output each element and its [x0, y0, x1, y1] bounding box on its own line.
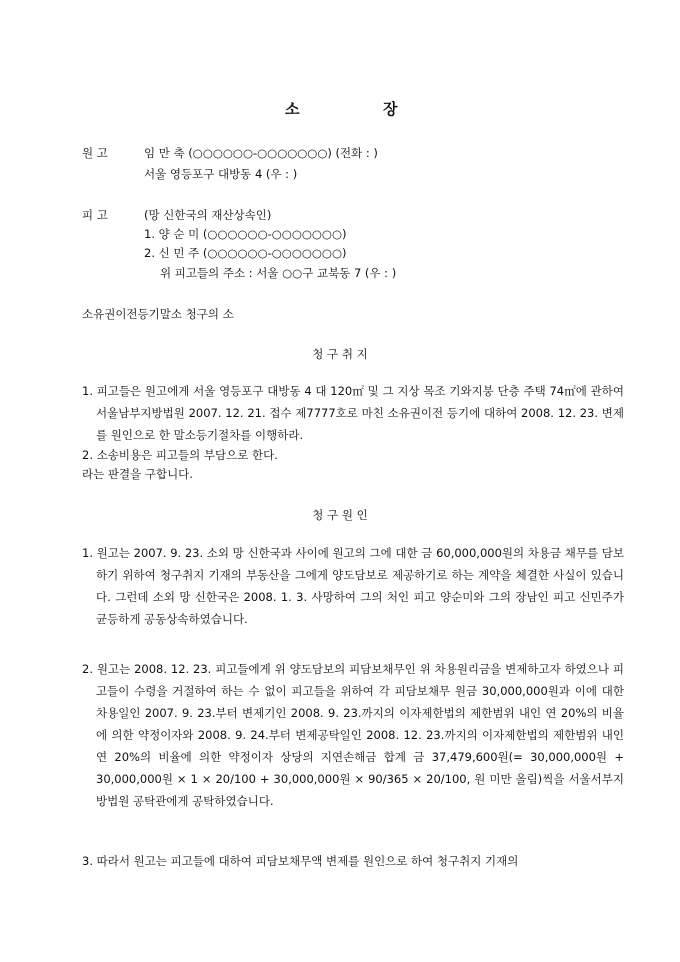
- plaintiff-address: 서울 영등포구 대방동 4 (우 : ): [144, 167, 298, 181]
- claim-item-1: 1. 피고들은 원고에게 서울 영등포구 대방동 4 대 120㎡ 및 그 지상 목조 기와지붕 단층 주택 74㎡에 관하여 서울남부지방법원 2007. 12. 21. 접수 제7777호로 마친 소유권이전 등기에 대하여 2008. 12. 23. 변제를 원인으로 한 말소등기절차를 이행하라.: [82, 384, 624, 442]
- case-name: 소유권이전등기말소 청구의 소: [82, 307, 234, 321]
- cause-heading: 청 구 원 인: [312, 508, 368, 522]
- plaintiff-name-line: 임 만 축 (○○○○○○-○○○○○○○) (전화 : ): [144, 146, 378, 160]
- cause-item-2: 2. 원고는 2008. 12. 23. 피고들에게 위 양도담보의 피담보채무인 위 차용원리금을 변제하고자 하였으나 피고들이 수령을 거절하여 하는 수 없이 피고들을 위하여 각 피담보채무 원금 30,000,000원과 이에 대한 차용일인 2007. 9. 23.부터 변제기인 2008. 9. 23.까지의 이자제한법의 제한범위 내인 연 20%의 비율에 의한 약정이자와 2008. 9. 24.부터 변제공탁일인 2008. 12. 23.까지의 이자제한법의 제한범위 내인 연 20%의 비율에 의한 약정이자 상당의 지연손해금 합계 금 37,479,600원(= 30,000,000원 + 30,000,000원 × 1 × 20/100 + 30,000,000원 × 90/365 × 20/100, 원 미만 올림)씩을 서울서부지방법원 공탁관에게 공탁하였습니다.: [82, 662, 624, 808]
- claim-closing: 라는 판결을 구합니다.: [82, 467, 193, 481]
- defendant-1: 1. 양 순 미 (○○○○○○-○○○○○○○): [144, 227, 347, 241]
- cause-item-1: 1. 원고는 2007. 9. 23. 소외 망 신한국과 사이에 원고의 그에 대한 금 60,000,000원의 차용금 채무를 담보하기 위하여 청구취지 기재의 부동산을 그에게 양도담보로 제공하기로 하는 계약을 체결한 사실이 있습니다. 그런데 소외 망 신한국은 2008. 1. 3. 사망하여 그의 처인 피고 양순미와 그의 장남인 피고 신민주가 균등하게 공동상속하였습니다.: [82, 546, 624, 626]
- claim-heading: 청 구 취 지: [312, 347, 368, 361]
- claim-item-2: 2. 소송비용은 피고들의 부담으로 한다.: [82, 448, 278, 462]
- defendant-note: (망 신한국의 재산상속인): [144, 208, 272, 222]
- defendant-label: 피 고: [82, 208, 108, 222]
- defendant-address: 위 피고들의 주소 : 서울 ○○구 교북동 7 (우 : ): [160, 266, 397, 280]
- cause-item-3: 3. 따라서 원고는 피고들에 대하여 피담보채무액 변제를 원인으로 하여 청구취지 기재의: [82, 854, 519, 868]
- defendant-2: 2. 신 민 주 (○○○○○○-○○○○○○○): [144, 246, 347, 260]
- plaintiff-label: 원 고: [82, 146, 108, 160]
- title-char-2: 장: [383, 100, 398, 118]
- title-char-1: 소: [285, 100, 300, 118]
